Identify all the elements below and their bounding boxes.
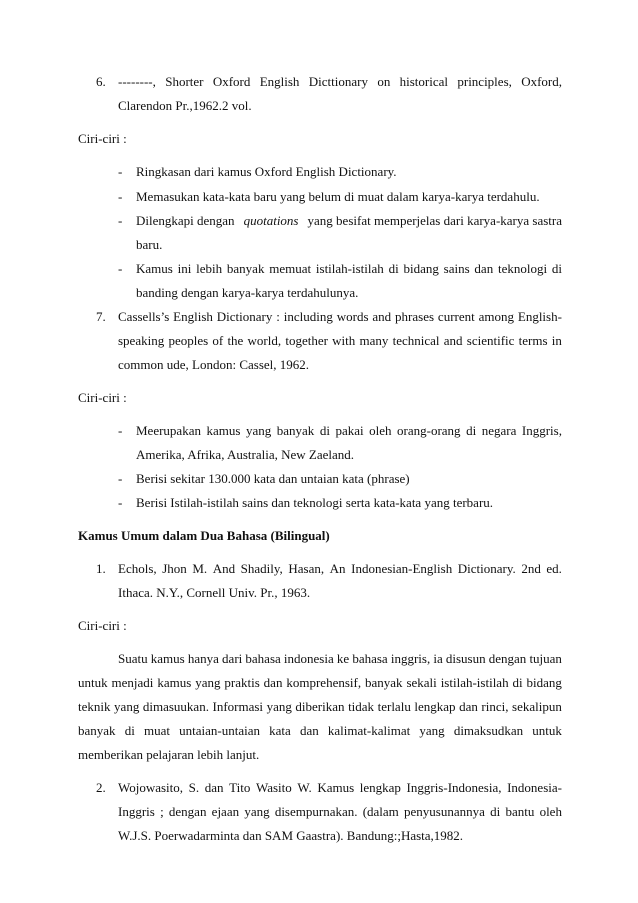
- bullet-dash: -: [118, 164, 123, 179]
- word: Hasan,: [288, 561, 325, 576]
- word: lengkap: [359, 780, 401, 795]
- word: dari: [222, 651, 243, 666]
- paragraph-line: [78, 723, 562, 739]
- word: yang: [244, 804, 270, 819]
- word: dimasuukan.: [142, 699, 209, 714]
- item2-line3: W.J.S. Poerwadarminta dan SAM Gaastra). Bandung:;Hasta,1982.: [118, 828, 464, 843]
- quotations-italic: quotations: [243, 213, 299, 228]
- ciri-heading: Ciri-ciri :: [78, 390, 127, 405]
- word: English: [259, 74, 300, 89]
- word: disempurnakan.: [274, 804, 358, 819]
- word: of: [212, 333, 224, 348]
- item2-line1: [118, 780, 562, 796]
- item7-line1: [118, 309, 562, 325]
- item1-line1: [118, 561, 562, 577]
- word: Jhon: [162, 561, 187, 576]
- word: orang-orang: [397, 423, 461, 438]
- word: kamus: [206, 423, 241, 438]
- word: banyak: [365, 675, 403, 690]
- word: di: [466, 423, 477, 438]
- word: yang: [266, 699, 292, 714]
- word: historical: [399, 74, 449, 89]
- word: Suatu: [118, 651, 148, 666]
- word: yang: [114, 699, 140, 714]
- word: bidang: [526, 675, 562, 690]
- word: together: [285, 333, 328, 348]
- word: lengkap: [414, 699, 456, 714]
- item1-line2: Ithaca. N.Y., Cornell Univ. Pr., 1963.: [118, 585, 311, 600]
- word: bahasa: [245, 651, 281, 666]
- word: yang: [245, 423, 272, 438]
- bullet-dash: -: [118, 189, 123, 204]
- paragraph-line: [78, 699, 562, 715]
- word: many: [359, 333, 389, 348]
- word: the: [227, 333, 244, 348]
- word: English: [173, 309, 213, 324]
- word: dengan: [488, 651, 527, 666]
- word: oleh: [539, 804, 562, 819]
- word: and: [443, 333, 463, 348]
- word: S.: [188, 780, 200, 795]
- word: dan: [299, 723, 319, 738]
- word: tujuan: [529, 651, 562, 666]
- word: Wojowasito,: [118, 780, 184, 795]
- word: negara: [481, 423, 517, 438]
- word: principles,: [457, 74, 512, 89]
- bullet-text-part: yang besifat memperjelas dari karya-karya sastra: [307, 213, 562, 228]
- bullet-text-cont: baru.: [136, 237, 163, 252]
- word: English-: [517, 309, 562, 324]
- word: speaking: [118, 333, 165, 348]
- word: kamus: [157, 675, 192, 690]
- bullet-text: [136, 213, 562, 229]
- word: dan: [204, 780, 224, 795]
- word: Inggris: [118, 804, 155, 819]
- word: yang: [419, 723, 445, 738]
- word: Wasito: [255, 780, 292, 795]
- word: Shorter: [165, 74, 204, 89]
- list-number: 6.: [96, 74, 106, 89]
- bullet-text: Berisi sekitar 130.000 kata dan untaian kata (phrase): [136, 471, 410, 486]
- word: ejaan: [211, 804, 240, 819]
- bullet-text-part: Dilengkapi dengan: [136, 213, 235, 228]
- bullet-text: Memasukan kata-kata baru yang belum di muat dalam karya-karya terdahulu.: [136, 189, 540, 204]
- paragraph-line: memberikan pelajaran lebih lanjut.: [78, 747, 260, 762]
- word: ia: [433, 651, 443, 666]
- word: menjadi: [111, 675, 154, 690]
- word: oleh: [369, 423, 392, 438]
- item2-line2: [118, 804, 562, 820]
- word: kata: [269, 723, 291, 738]
- bullet-text: Ringkasan dari kamus Oxford English Dictionary.: [136, 164, 397, 179]
- word: praktis: [224, 675, 260, 690]
- word: indonesia: [283, 651, 334, 666]
- word: bahasa: [352, 651, 388, 666]
- word: ;: [160, 804, 164, 819]
- word: Tito: [229, 780, 251, 795]
- word: including: [283, 309, 333, 324]
- item7-line3: common ude, London: Cassel, 1962.: [118, 357, 310, 372]
- bullet-text-cont: Amerika, Afrika, Australia, New Zaeland.: [136, 447, 355, 462]
- word: untuk: [532, 723, 562, 738]
- word: --------,: [118, 74, 156, 89]
- word: rinci,: [481, 699, 509, 714]
- word: inggris,: [390, 651, 431, 666]
- ciri-heading: Ciri-ciri :: [78, 618, 127, 633]
- word: penyusunannya: [404, 804, 485, 819]
- word: hanya: [187, 651, 219, 666]
- word: 2nd: [521, 561, 541, 576]
- word: diberikan: [295, 699, 345, 714]
- word: tidak: [348, 699, 375, 714]
- word: and: [372, 309, 392, 324]
- paragraph-line: [78, 675, 562, 691]
- word: banyak: [276, 423, 315, 438]
- word: bantu: [505, 804, 535, 819]
- word: Cassells’s: [118, 309, 170, 324]
- word: M.: [192, 561, 208, 576]
- word: di: [319, 423, 330, 438]
- word: dan: [263, 675, 283, 690]
- list-number: 2.: [96, 780, 106, 795]
- word: Dictionary: [216, 309, 273, 324]
- word: komprehensif,: [286, 675, 362, 690]
- word: Oxford,: [521, 74, 562, 89]
- word: yang: [195, 675, 221, 690]
- word: sekalipun: [512, 699, 562, 714]
- bullet-text: Berisi Istilah-istilah sains dan teknologi serta kata-kata yang terbaru.: [136, 495, 494, 510]
- word: :: [276, 309, 280, 324]
- word: Indonesia-: [507, 780, 562, 795]
- word: Dicttionary: [308, 74, 368, 89]
- word: W.: [297, 780, 312, 795]
- word: kalimat-kalimat: [327, 723, 411, 738]
- word: current: [437, 309, 475, 324]
- word: words: [336, 309, 369, 324]
- bullet-dash: -: [118, 213, 123, 228]
- word: Inggris,: [521, 423, 562, 438]
- word: terms: [518, 333, 548, 348]
- word: An: [329, 561, 346, 576]
- word: terlalu: [377, 699, 411, 714]
- word: untuk: [78, 675, 108, 690]
- bullet-text-cont: banding dengan karya-karya terdahulunya.: [136, 285, 359, 300]
- word: Dictionary.: [457, 561, 516, 576]
- word: Shadily,: [240, 561, 283, 576]
- word: untaian-untaian: [179, 723, 260, 738]
- word: technical: [392, 333, 440, 348]
- word: Meerupakan: [136, 423, 201, 438]
- list-number: 1.: [96, 561, 106, 576]
- word: with: [332, 333, 356, 348]
- word: di: [490, 804, 501, 819]
- word: scientific: [466, 333, 515, 348]
- word: teknik: [78, 699, 111, 714]
- paragraph-line: [118, 651, 562, 667]
- section-title: Kamus Umum dalam Dua Bahasa (Bilingual): [78, 528, 330, 543]
- word: And: [212, 561, 236, 576]
- word: di: [124, 723, 135, 738]
- item6-line1: [118, 74, 562, 90]
- word: banyak: [78, 723, 116, 738]
- word: kamus: [150, 651, 185, 666]
- list-number: 7.: [96, 309, 106, 324]
- word: dengan: [168, 804, 207, 819]
- word: on: [377, 74, 391, 89]
- item6-line2: Clarendon Pr.,1962.2 vol.: [118, 98, 252, 113]
- bullet-text: [136, 423, 562, 439]
- word: Oxford: [212, 74, 251, 89]
- word: among: [478, 309, 514, 324]
- word: Echols,: [118, 561, 157, 576]
- word: world,: [247, 333, 282, 348]
- word: ed.: [546, 561, 562, 576]
- word: Kamus: [317, 780, 355, 795]
- item7-line2: [118, 333, 562, 349]
- word: dan: [459, 699, 478, 714]
- word: (dalam: [362, 804, 399, 819]
- bullet-text: Kamus ini lebih banyak memuat istilah-istilah di bidang sains dan teknologi di: [136, 261, 562, 276]
- word: muat: [143, 723, 170, 738]
- word: istilah-istilah: [440, 675, 509, 690]
- word: disusun: [445, 651, 486, 666]
- word: peoples: [168, 333, 209, 348]
- word: pakai: [335, 423, 364, 438]
- bullet-dash: -: [118, 423, 123, 438]
- word: sekali: [406, 675, 437, 690]
- word: Inggris-Indonesia,: [406, 780, 502, 795]
- word: Indonesian-English: [351, 561, 453, 576]
- ciri-heading: Ciri-ciri :: [78, 131, 127, 146]
- word: ke: [336, 651, 350, 666]
- word: dimaksudkan: [453, 723, 524, 738]
- word: Informasi: [212, 699, 264, 714]
- bullet-dash: -: [118, 471, 123, 486]
- bullet-dash: -: [118, 495, 123, 510]
- word: phrases: [395, 309, 435, 324]
- word: di: [512, 675, 523, 690]
- bullet-dash: -: [118, 261, 123, 276]
- word: in: [551, 333, 562, 348]
